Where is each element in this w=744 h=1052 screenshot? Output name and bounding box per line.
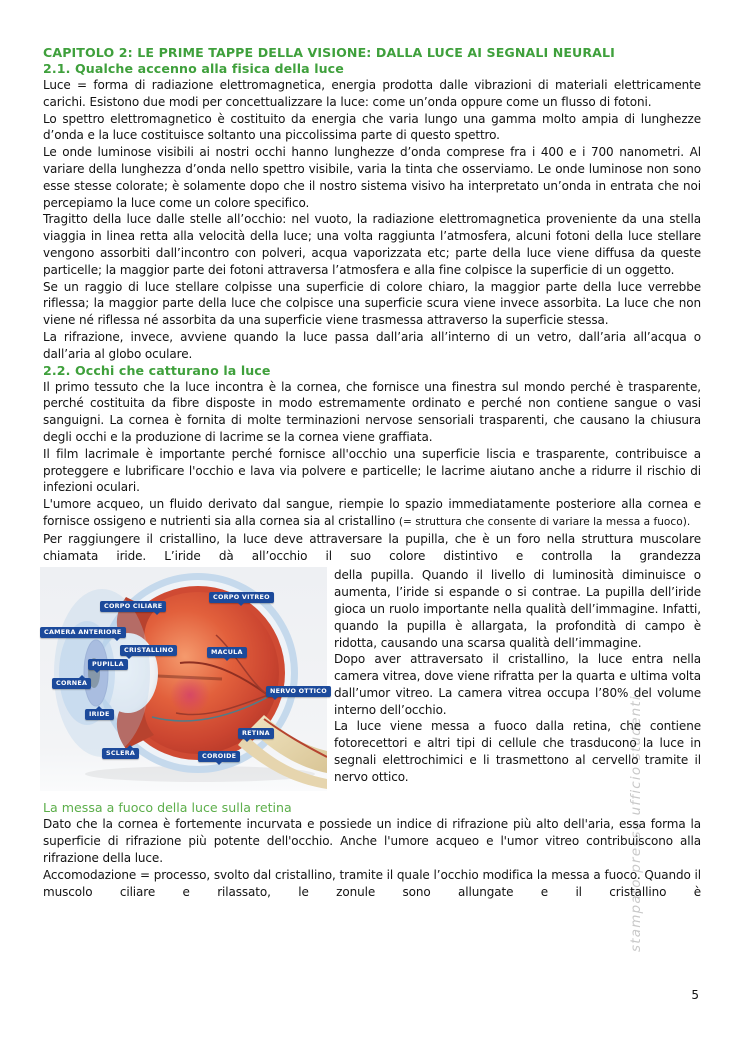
paragraph-cornea: Il primo tessuto che la luce incontra è la cornea, che fornisce una finestra sul mondo perché è trasparente, perché costituita da fibre disposte in modo estremamente ordinato e perché non contiene sangue o vasi sanguigni. La cornea è fornita di molte terminazioni nervose sensoriali trasparenti, che causano la chiusura degli occhi e la produzione di lacrime se la cornea viene graffiata. <box>43 379 701 444</box>
figure-row <box>43 567 701 791</box>
paragraph-accomodazione: Accomodazione = processo, svolto dal cristallino, tramite il quale l’occhio modifica la messa a fuoco. Quando il muscolo ciliare e rilassato, le zonule sono allungate e il cristallino è <box>43 867 701 899</box>
paragraph-riflessione: Se un raggio di luce stellare colpisse una superficie di colore chiaro, la maggior parte della luce verrebbe riflessa; la maggior parte della luce che colpisce una superficie scura viene invece assorbita. La luce che non viene né riflessa né assorbita da una superficie viene trasmessa attraverso la superficie stessa. <box>43 279 701 328</box>
page-number: 5 <box>691 988 699 1002</box>
paragraph-retina-fotorecettori: La luce viene messa a fuoco dalla retina, che contiene fotorecettori e altri tipi di cellule che trasducono la luce in segnali elettrochimici e li trasmettono al cervello tramite il nervo ottico. <box>334 719 701 784</box>
figure-side-text <box>334 567 701 785</box>
label-cristallino: CRISTALLINO <box>120 645 177 656</box>
eye-diagram <box>40 567 327 791</box>
paragraph-camera-vitrea: Dopo aver attraversato il cristallino, la luce entra nella camera vitrea, dove viene rifratta per la quarta e ultima volta dall’umor vitreo. La camera vitrea occupa l’80% del volume interno dell’occhio. <box>334 652 701 717</box>
label-corpo-vitreo: CORPO VITREO <box>209 592 274 603</box>
paragraph-pupilla-qualita: della pupilla. Quando il livello di luminosità diminuisce o aumenta, l’iride si espande o si contrae. La pupilla dell’iride gioca un ruolo importante nella qualità dell’immagine. Infatti, quando la pupilla è allargata, la profondità di campo è ridotta, causando una scarsa qualità dell’immagine. <box>334 568 701 650</box>
label-pupilla: PUPILLA <box>88 659 128 670</box>
paragraph-umore-acqueo <box>43 496 701 531</box>
label-nervo-ottico: NERVO OTTICO <box>266 686 331 697</box>
label-iride: IRIDE <box>85 709 114 720</box>
label-macula: MACULA <box>207 647 247 658</box>
paragraph-luce: Luce = forma di radiazione elettromagnetica, energia prodotta dalle vibrazioni di materiali elettricamente carichi. Esistono due modi per concettualizzare la luce: come un’onda oppure come un flusso di fotoni. <box>43 78 701 109</box>
paragraph-rifrazione: La rifrazione, invece, avviene quando la luce passa dall’aria all’interno di un vetro, dall’aria all’acqua o dall’aria al globo oculare. <box>43 329 701 361</box>
chapter-title: CAPITOLO 2: LE PRIME TAPPE DELLA VISIONE: DALLA LUCE AI SEGNALI NEURALI <box>43 45 615 60</box>
paragraph-pupilla-intro: Per raggiungere il cristallino, la luce deve attraversare la pupilla, che è un foro nella struttura muscolare chiamata iride. L’iride dà all’occhio il suo colore distintivo e controlla la grandezza <box>43 531 701 563</box>
label-sclera: SCLERA <box>102 748 139 759</box>
section-2-2-heading: 2.2. Occhi che catturano la luce <box>43 362 271 378</box>
paragraph-umore-acqueo-main: L'umore acqueo, un fluido derivato dal sangue, riempie lo spazio immediatamente posteriore alla cornea e fornisce ossigeno e nutrienti sia alla cornea sia al cristallino <box>43 497 701 528</box>
subsection-retina-heading: La messa a fuoco della luce sulla retina <box>43 800 292 816</box>
label-retina: RETINA <box>238 728 274 739</box>
label-coroide: COROIDE <box>198 751 240 762</box>
paragraph-tragitto: Tragitto della luce dalle stelle all’occhio: nel vuoto, la radiazione elettromagnetica proveniente da una stella viaggia in linea retta alla velocità della luce; una volta raggiunta l’atmosfera, alcuni fotoni della luce stellare vengono assorbiti dall’incontro con polveri, acqua vaporizzata etc; parte della luce viene diffusa da queste particelle; la maggior parte dei fotoni attraversa l’atmosfera e alla fine colpisce la superficie di un oggetto. <box>43 212 701 277</box>
paragraph-rifrazione-cornea: Dato che la cornea è fortemente incurvata e possiede un indice di rifrazione più alto dell'aria, essa forma la superficie di rifrazione più potente dell'occhio. Anche l'umore acqueo e l'umor vitreo contribuiscono alla rifrazione della luce. <box>43 817 701 865</box>
paragraph-film-lacrimale: Il film lacrimale è importante perché fornisce all'occhio una superficie liscia e trasparente, contribuisce a proteggere e lubrificare l'occhio e lava via polvere e particelle; le lacrime aiutano anche a ridurre il rischio di infezioni oculari. <box>43 446 701 495</box>
watermark-text: stampato presso ufficio studenti <box>628 695 644 952</box>
label-corpo-ciliare: CORPO CILIARE <box>100 601 166 612</box>
label-cornea: CORNEA <box>52 678 91 689</box>
paragraph-onde-luminose: Le onde luminose visibili ai nostri occhi hanno lunghezze d’onda comprese fra i 400 e i 700 nanometri. Al variare della lunghezza d’onda nello spettro visibile, varia la tinta che osserviamo. Le onde luminose non sono esse stesse colorate; è solamente dopo che il nostro sistema visivo ha interpretato un’onda in entrata che noi percepiamo la luce come un colore specifico. <box>43 145 701 210</box>
paragraph-spettro: Lo spettro elettromagnetico è costituito da energia che varia lungo una gamma molto ampia di lunghezze d’onda e la luce costituisce soltanto una piccolissima parte di questo spettro. <box>43 111 701 143</box>
label-camera-anteriore: CAMERA ANTERIORE <box>40 627 126 638</box>
section-2-1-heading: 2.1. Qualche accenno alla fisica della luce <box>43 61 344 76</box>
paragraph-umore-acqueo-note: (= struttura che consente di variare la messa a fuoco). <box>398 515 691 528</box>
